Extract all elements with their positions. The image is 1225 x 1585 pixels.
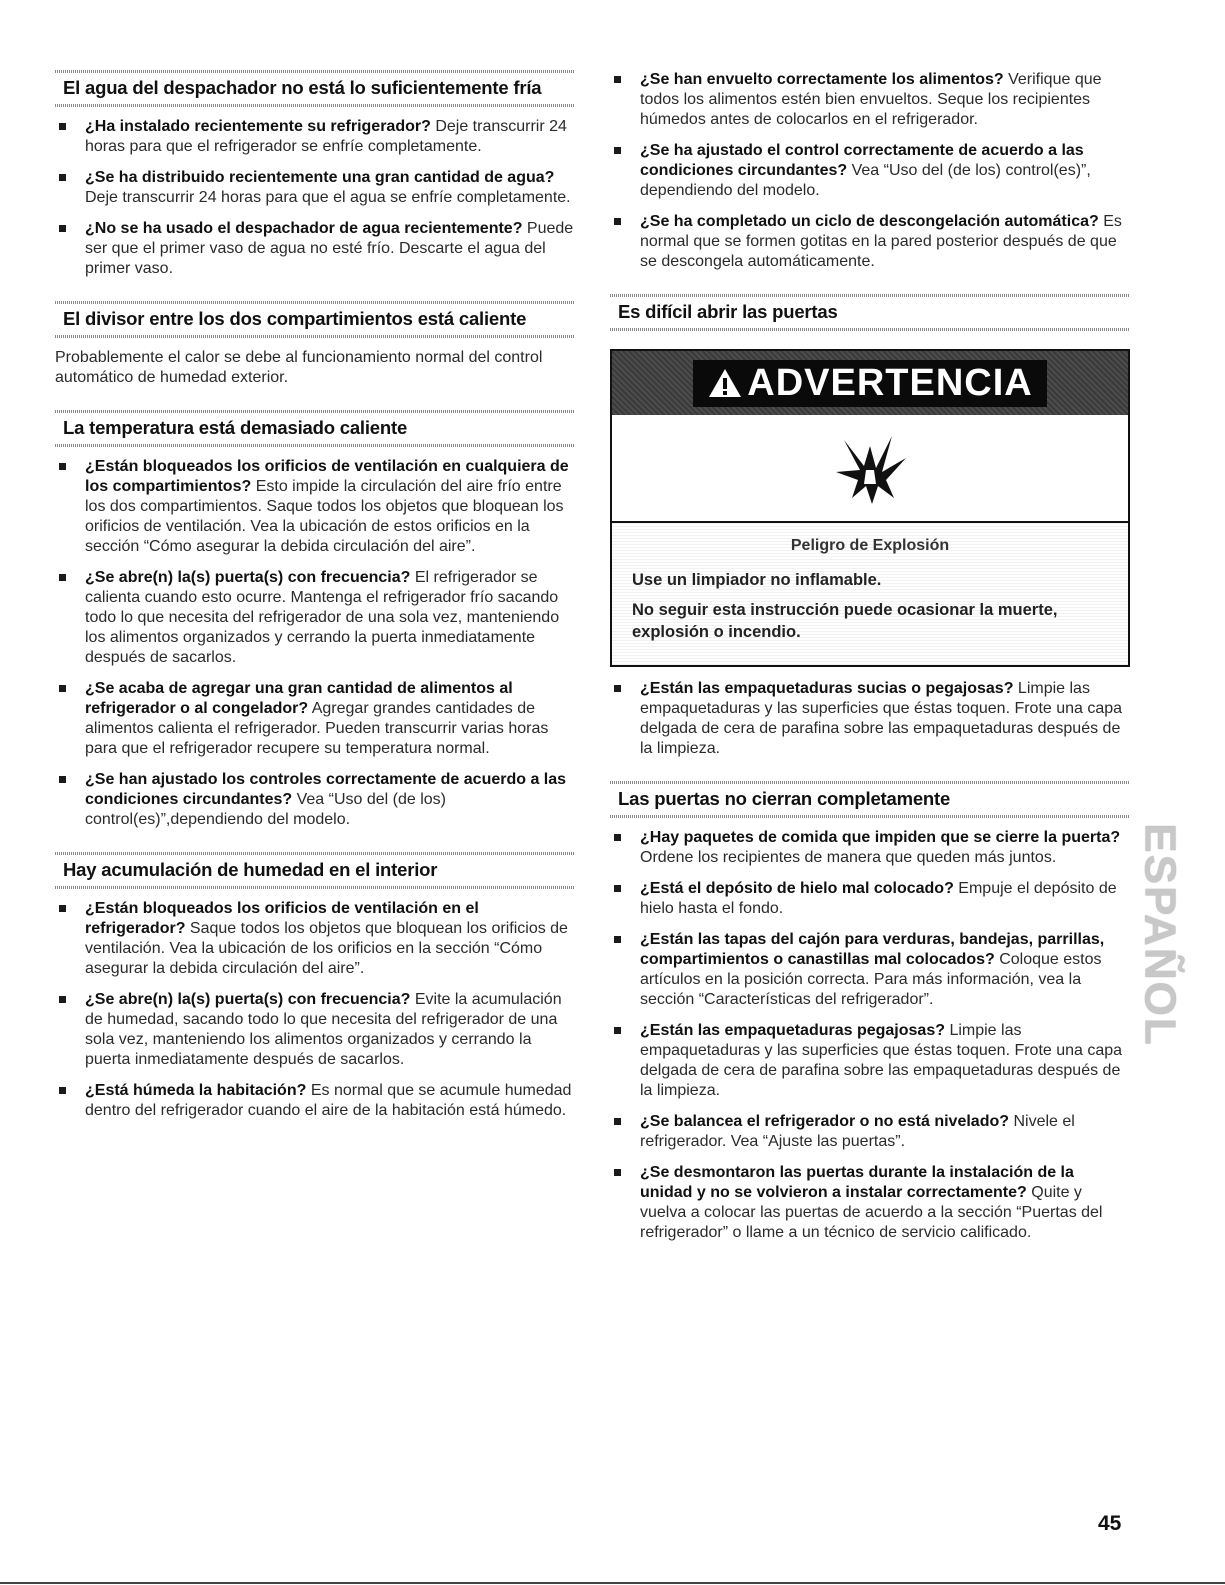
list-item [610,1021,1130,1101]
list-item [610,879,1130,919]
bullet-square-icon [614,834,621,841]
answer-text: Deje transcurrir 24 horas para que el agua se enfríe completamente. [85,189,571,206]
list-item [55,990,575,1070]
side-tab-label: ESPAÑOL [1136,823,1185,1047]
list-item [610,1112,1130,1152]
question-text: ¿Se ha distribuido recientemente una gran cantidad de agua? [85,169,555,186]
question-text: ¿No se ha usado el despachador de agua recientemente? [85,220,523,237]
bullet-list [55,899,575,1121]
bullet-square-icon [614,218,621,225]
list-item [610,828,1130,868]
list-item [55,1081,575,1121]
list-item [55,770,575,830]
question-text: ¿Se han ajustado los controles correctamente de acuerdo a las condiciones circundantes? [85,771,567,808]
question-text: ¿Están las empaquetaduras pegajosas? [640,1022,945,1039]
list-item [55,899,575,979]
answer-text: Limpie las empaquetaduras y las superficies que éstas toquen. Frote una capa delgada de cera de parafina sobre las empaquetaduras después de la limpieza. [640,1022,1123,1099]
list-item [55,457,575,557]
warning-texts [612,523,1128,665]
header-rule [55,852,575,855]
answer-text: Es normal que se formen gotitas en la pared posterior después de que se descongela automáticamente. [640,213,1122,270]
page-number: 45 [1098,1512,1122,1535]
list-item [610,141,1130,201]
bullet-square-icon [59,123,66,130]
header-rule [55,444,575,447]
bullet-list [55,457,575,830]
header-rule [55,886,575,889]
bullet-list [610,828,1130,1243]
warning-banner [612,351,1128,415]
answer-text: Vea “Uso del (de los) control(es)”,dependiendo del modelo. [85,791,447,828]
question-text: ¿Está el depósito de hielo mal colocado? [640,880,954,897]
section-title: El divisor entre los dos compartimientos está caliente [63,308,527,329]
bullet-square-icon [59,905,66,912]
bullet-square-icon [59,574,66,581]
bullet-list [610,70,1130,272]
section-title: Hay acumulación de humedad en el interior [63,859,438,880]
question-text: ¿Se abre(n) la(s) puerta(s) con frecuencia? [85,991,411,1008]
answer-text: Puede ser que el primer vaso de agua no esté frío. Descarte el agua del primer vaso. [85,220,574,277]
bullet-square-icon [59,225,66,232]
bullet-square-icon [614,685,621,692]
header-rule [55,104,575,107]
bullet-square-icon [59,996,66,1003]
section-header [55,301,575,338]
answer-text: Vea “Uso del (de los) control(es)”, dependiendo del modelo. [640,162,1091,199]
question-text: ¿Están bloqueados los orificios de ventilación en el refrigerador? [85,900,479,937]
section-header [55,410,575,447]
question-text: ¿Están las empaquetaduras sucias o pegajosas? [640,680,1014,697]
list-item [610,679,1130,759]
answer-text: Esto impide la circulación del aire frío entre los dos compartimientos. Saque todos los objetos que bloquean los orificios de ventilación. Vea la ubicación de estos orificios en la sección “Cómo asegurar la debida circulación del aire”. [85,478,564,555]
answer-text: Es normal que se acumule humedad dentro del refrigerador cuando el aire de la habitación está húmedo. [85,1082,572,1119]
header-rule [55,70,575,73]
hazard-title: Peligro de Explosión [790,537,950,554]
section-title: Las puertas no cierran completamente [618,788,951,809]
answer-text: Limpie las empaquetaduras y las superficies que éstas toquen. Frote una capa delgada de cera de parafina sobre las empaquetaduras después de la limpieza. [640,680,1123,757]
answer-text: Empuje el depósito de hielo hasta el fondo. [640,880,1117,917]
list-item [610,930,1130,1010]
warning-instruction: Use un limpiador no inflamable. [632,571,882,589]
question-text: ¿Está húmeda la habitación? [85,1082,307,1099]
question-text: ¿Están bloqueados los orificios de ventilación en cualquiera de los compartimientos? [85,458,569,495]
list-item [55,568,575,668]
question-text: ¿Se balancea el refrigerador o no está nivelado? [640,1113,1010,1130]
answer-text: Saque todos los objetos que bloquean los orificios de ventilación. Vea la ubicación de los orificios en la sección “Cómo asegurar la debida circulación del aire”. [85,920,568,977]
bullet-square-icon [614,76,621,83]
explosion-icon [830,428,910,508]
question-text: ¿Se ha completado un ciclo de descongelación automática? [640,213,1099,230]
answer-text: Coloque estos artículos en la posición correcta. Para más información, vea la sección “Características del refrigerador”. [640,951,1102,1008]
list-item [55,117,575,157]
header-rule [55,301,575,304]
warning-word: ADVERTENCIA [747,361,1033,404]
question-text: ¿Están las tapas del cajón para verduras, bandejas, parrillas, compartimientos o canastillas mal colocados? [640,931,1105,968]
question-text: ¿Se ha ajustado el control correctamente de acuerdo a las condiciones circundantes? [640,142,1084,179]
question-text: ¿Se acaba de agregar una gran cantidad de alimentos al refrigerador o al congelador? [85,680,513,717]
question-text: ¿Ha instalado recientemente su refrigerador? [85,118,431,135]
header-rule [610,294,1130,297]
list-item [610,70,1130,130]
bullet-square-icon [614,936,621,943]
section-header [610,781,1130,818]
section-title: Es difícil abrir las puertas [618,301,838,322]
section-paragraph: Probablemente el calor se debe al funcionamiento normal del control automático de humedad exterior. [55,349,543,386]
list-item [610,1163,1130,1243]
language-side-tab [1130,800,1190,1070]
list-item [55,679,575,759]
answer-text: Evite la acumulación de humedad, sacando todo lo que necesita del refrigerador de una sola vez, manteniendo los alimentos organizados y cerrando la puerta inmediatamente después de sacarlos. [85,991,562,1068]
bullet-square-icon [614,1118,621,1125]
header-rule [610,781,1130,784]
left-column [55,70,575,1132]
question-text: ¿Se desmontaron las puertas durante la instalación de la unidad y no se volvieron a instalar correctamente? [640,1164,1074,1201]
bullet-list [55,117,575,279]
right-column [610,70,1130,1254]
warning-box [610,349,1130,667]
bullet-square-icon [59,463,66,470]
answer-text: Verifique que todos los alimentos estén bien envueltos. Seque los recipientes húmedos antes de colocarlos en el refrigerador. [640,71,1102,128]
question-text: ¿Hay paquetes de comida que impiden que se cierre la puerta? [640,829,1121,846]
bullet-square-icon [59,685,66,692]
section-header [610,294,1130,331]
bullet-square-icon [59,776,66,783]
header-rule [610,328,1130,331]
answer-text: Ordene los recipientes de manera que queden más juntos. [640,849,1057,866]
answer-text: Agregar grandes cantidades de alimentos calienta el refrigerador. Pueden transcurrir varias horas para que el refrigerador recupere su temperatura normal. [85,700,549,757]
section-header [55,852,575,889]
list-item [55,168,575,208]
bullet-square-icon [614,1027,621,1034]
warning-triangle-icon [707,367,743,399]
question-text: ¿Se han envuelto correctamente los alimentos? [640,71,1004,88]
bullet-square-icon [59,174,66,181]
header-rule [55,410,575,413]
header-rule [55,335,575,338]
list-item [610,212,1130,272]
bullet-square-icon [614,1169,621,1176]
bullet-list [610,679,1130,759]
answer-text: Nivele el refrigerador. Vea “Ajuste las puertas”. [640,1113,1075,1150]
list-item [55,219,575,279]
bottom-rule [0,1582,1225,1584]
answer-text: Quite y vuelva a colocar las puertas de acuerdo a la sección “Puertas del refrigerador” o llame a un técnico de servicio calificado. [640,1184,1103,1241]
section-title: La temperatura está demasiado caliente [63,417,408,438]
section-title: El agua del despachador no está lo suficientemente fría [63,77,542,98]
section-header [55,70,575,107]
header-rule [610,815,1130,818]
answer-text: Deje transcurrir 24 horas para que el refrigerador se enfríe completamente. [85,118,567,155]
answer-text: El refrigerador se calienta cuando esto ocurre. Mantenga el refrigerador frío sacando todo lo que necesita del refrigerador de una sola vez, manteniendo los alimentos organizados y cerrando la puerta inmediatamente después de sacarlos. [85,569,560,666]
warning-heading [693,360,1046,407]
bullet-square-icon [614,147,621,154]
bullet-square-icon [59,1087,66,1094]
bullet-square-icon [614,885,621,892]
explosion-icon-area [612,415,1128,523]
warning-consequence: No seguir esta instrucción puede ocasionar la muerte, explosión o incendio. [632,601,1058,641]
question-text: ¿Se abre(n) la(s) puerta(s) con frecuencia? [85,569,411,586]
